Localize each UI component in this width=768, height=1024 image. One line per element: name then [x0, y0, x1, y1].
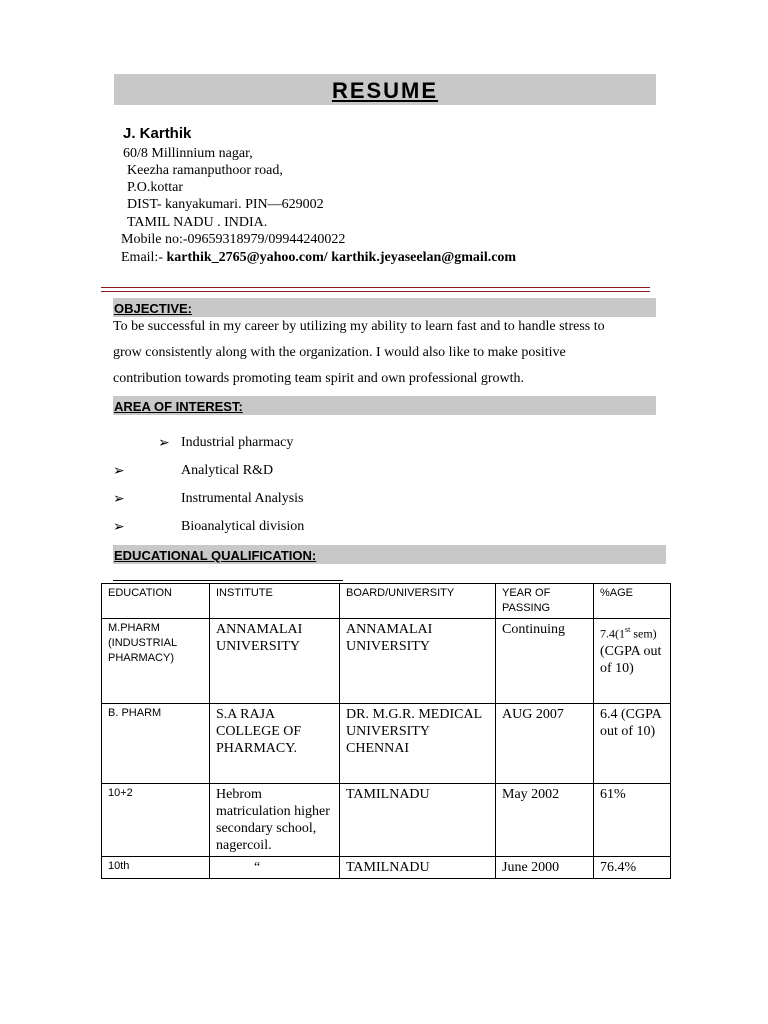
cell-year: June 2000 [496, 857, 594, 879]
address-line-2: Keezha ramanputhoor road, [127, 163, 283, 178]
education-underline [113, 580, 343, 581]
pct-main: 7.4(1 [600, 626, 625, 641]
cell-board: ANNAMALAI UNIVERSITY [340, 619, 496, 704]
bullet-icon: ➢ [113, 464, 125, 479]
cell-board: TAMILNADU [340, 784, 496, 857]
objective-line-3: contribution towards promoting team spirit and own professional growth. [113, 371, 524, 386]
cell-institute: S.A RAJA COLLEGE OF PHARMACY. [210, 704, 340, 784]
cell-year: May 2002 [496, 784, 594, 857]
cell-year: Continuing [496, 619, 594, 704]
header-board: BOARD/UNIVERSITY [340, 584, 496, 619]
header-percentage: %AGE [594, 584, 671, 619]
cell-percentage: 6.4 (CGPA out of 10) [594, 704, 671, 784]
pct-sup: st [625, 625, 631, 634]
cell-education: B. PHARM [102, 704, 210, 784]
email-label: Email:- [121, 250, 163, 265]
email-value: karthik_2765@yahoo.com/ karthik.jeyaseelan@gmail.com [166, 250, 517, 265]
table-row [102, 784, 671, 857]
table-header-row [102, 584, 671, 619]
address-line-1: 60/8 Millinnium nagar, [123, 146, 253, 161]
table-row [102, 857, 671, 879]
interest-item: Analytical R&D [181, 463, 274, 478]
education-heading: EDUCATIONAL QUALIFICATION: [114, 548, 317, 563]
objective-line-2: grow consistently along with the organization. I would also like to make positive [113, 345, 566, 360]
address-line-4: DIST- kanyakumari. PIN—629002 [127, 197, 324, 212]
objective-heading-bar [113, 298, 656, 317]
header-education: EDUCATION [102, 584, 210, 619]
cell-board: DR. M.G.R. MEDICAL UNIVERSITY CHENNAI [340, 704, 496, 784]
cell-education: 10+2 [102, 784, 210, 857]
cell-board: TAMILNADU [340, 857, 496, 879]
interest-item: Instrumental Analysis [181, 491, 304, 506]
pct-rest: (CGPA out of 10) [600, 643, 662, 676]
interest-heading: AREA OF INTEREST: [114, 399, 243, 414]
address-line-3: P.O.kottar [127, 180, 183, 195]
objective-line-1: To be successful in my career by utilizing my ability to learn fast and to handle stress to [113, 319, 605, 334]
bullet-icon: ➢ [158, 436, 170, 451]
resume-title: RESUME [331, 78, 439, 103]
cell-education: M.PHARM (INDUSTRIAL PHARMACY) [102, 619, 210, 704]
header-institute: INSTITUTE [210, 584, 340, 619]
mobile-number: Mobile no:-09659318979/09944240022 [121, 232, 346, 247]
cell-institute: “ [210, 857, 340, 879]
cell-year: AUG 2007 [496, 704, 594, 784]
table-row [102, 704, 671, 784]
pct-sem: sem) [630, 626, 657, 641]
interest-item: Industrial pharmacy [181, 435, 294, 450]
cell-percentage: 76.4% [594, 857, 671, 879]
cell-institute: ANNAMALAI UNIVERSITY [210, 619, 340, 704]
address-line-5: TAMIL NADU . INDIA. [127, 215, 268, 230]
divider-top [101, 287, 650, 288]
bullet-icon: ➢ [113, 492, 125, 507]
cell-percentage: 61% [594, 784, 671, 857]
candidate-name: J. Karthik [123, 125, 192, 142]
education-heading-bar [113, 545, 666, 564]
cell-education: 10th [102, 857, 210, 879]
cell-percentage [594, 619, 671, 704]
title-bar [114, 74, 656, 105]
table-row [102, 619, 671, 704]
interest-item: Bioanalytical division [181, 519, 305, 534]
divider-bottom [101, 291, 650, 292]
cell-institute: Hebrom matriculation higher secondary school, nagercoil. [210, 784, 340, 857]
bullet-icon: ➢ [113, 520, 125, 535]
education-table [101, 583, 671, 879]
interest-heading-bar [113, 396, 656, 415]
email-line [121, 250, 516, 266]
objective-heading: OBJECTIVE: [114, 301, 193, 316]
header-year: YEAR OF PASSING [496, 584, 594, 619]
